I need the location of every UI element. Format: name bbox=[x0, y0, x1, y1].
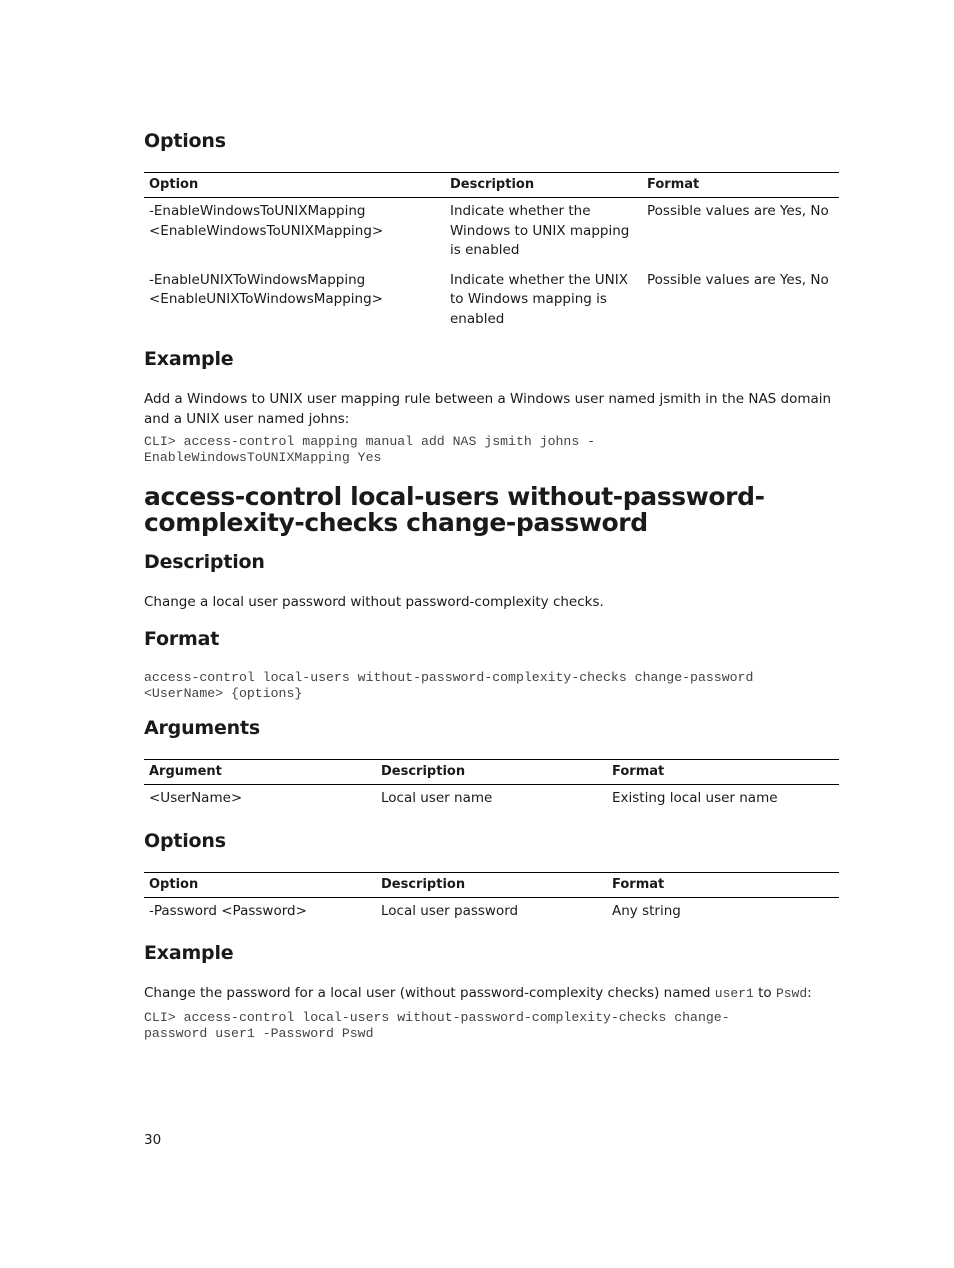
options-heading: Options bbox=[144, 130, 226, 152]
argument-cell: <UserName> bbox=[149, 790, 243, 806]
option-cell: -EnableWindowsToUNIXMapping <EnableWindowsToUNIXMapping> bbox=[149, 203, 384, 239]
table-row bbox=[144, 785, 839, 815]
example-code: CLI> access-control local-users without-password-complexity-checks change- password user1 -Password Pswd bbox=[144, 1010, 730, 1041]
column-header: Format bbox=[642, 173, 839, 198]
format-cell: Possible values are Yes, No bbox=[647, 271, 829, 288]
column-header: Argument bbox=[144, 760, 376, 785]
format-heading: Format bbox=[144, 628, 220, 650]
description-cell: Local user name bbox=[381, 790, 493, 806]
column-header: Description bbox=[445, 173, 642, 198]
column-header: Description bbox=[376, 760, 607, 785]
options-table bbox=[144, 172, 839, 335]
format-cell: Existing local user name bbox=[612, 790, 778, 806]
format-cell: Any string bbox=[612, 903, 681, 919]
column-header: Format bbox=[607, 873, 839, 898]
example-heading: Example bbox=[144, 942, 234, 964]
example-text bbox=[144, 984, 839, 1004]
table-row bbox=[144, 267, 839, 336]
example-code: CLI> access-control mapping manual add NAS jsmith johns - EnableWindowsToUNIXMapping Yes bbox=[144, 434, 596, 465]
table-header-row bbox=[144, 173, 839, 198]
option-cell: -Password <Password> bbox=[149, 903, 307, 919]
table-header-row bbox=[144, 873, 839, 898]
description-text: Change a local user password without password-complexity checks. bbox=[144, 594, 604, 610]
format-cell: Possible values are Yes, No bbox=[647, 203, 829, 219]
page-number: 30 bbox=[144, 1132, 162, 1148]
column-header: Format bbox=[607, 760, 839, 785]
options-heading: Options bbox=[144, 830, 226, 852]
example-text: Add a Windows to UNIX user mapping rule between a Windows user named jsmith in the NAS domain and a UNIX user named johns: bbox=[144, 391, 832, 427]
column-header: Option bbox=[144, 873, 376, 898]
options-table bbox=[144, 872, 839, 928]
inline-code-password: Pswd bbox=[775, 986, 808, 1001]
description-heading: Description bbox=[144, 551, 265, 573]
example-text-suffix: : bbox=[807, 985, 812, 1001]
command-title: access-control local-users without-password- complexity-checks change-password bbox=[144, 482, 765, 537]
example-text-prefix: Change the password for a local user (without password-complexity checks) named bbox=[144, 985, 715, 1001]
column-header: Description bbox=[376, 873, 607, 898]
description-cell: Local user password bbox=[381, 903, 519, 919]
column-header: Option bbox=[144, 173, 445, 198]
table-header-row bbox=[144, 760, 839, 785]
format-code: access-control local-users without-password-complexity-checks change-password <UserName> {options} bbox=[144, 670, 754, 701]
example-text-middle: to bbox=[753, 985, 776, 1001]
arguments-heading: Arguments bbox=[144, 717, 261, 739]
table-row bbox=[144, 898, 839, 928]
option-cell: -EnableUNIXToWindowsMapping <EnableUNIXToWindowsMapping> bbox=[149, 271, 383, 307]
example-heading: Example bbox=[144, 348, 234, 370]
description-cell: Indicate whether the UNIX to Windows mapping is enabled bbox=[450, 271, 628, 327]
arguments-table bbox=[144, 759, 839, 815]
table-row bbox=[144, 198, 839, 267]
description-cell: Indicate whether the Windows to UNIX mapping is enabled bbox=[450, 203, 630, 258]
inline-code-user: user1 bbox=[714, 986, 754, 1001]
